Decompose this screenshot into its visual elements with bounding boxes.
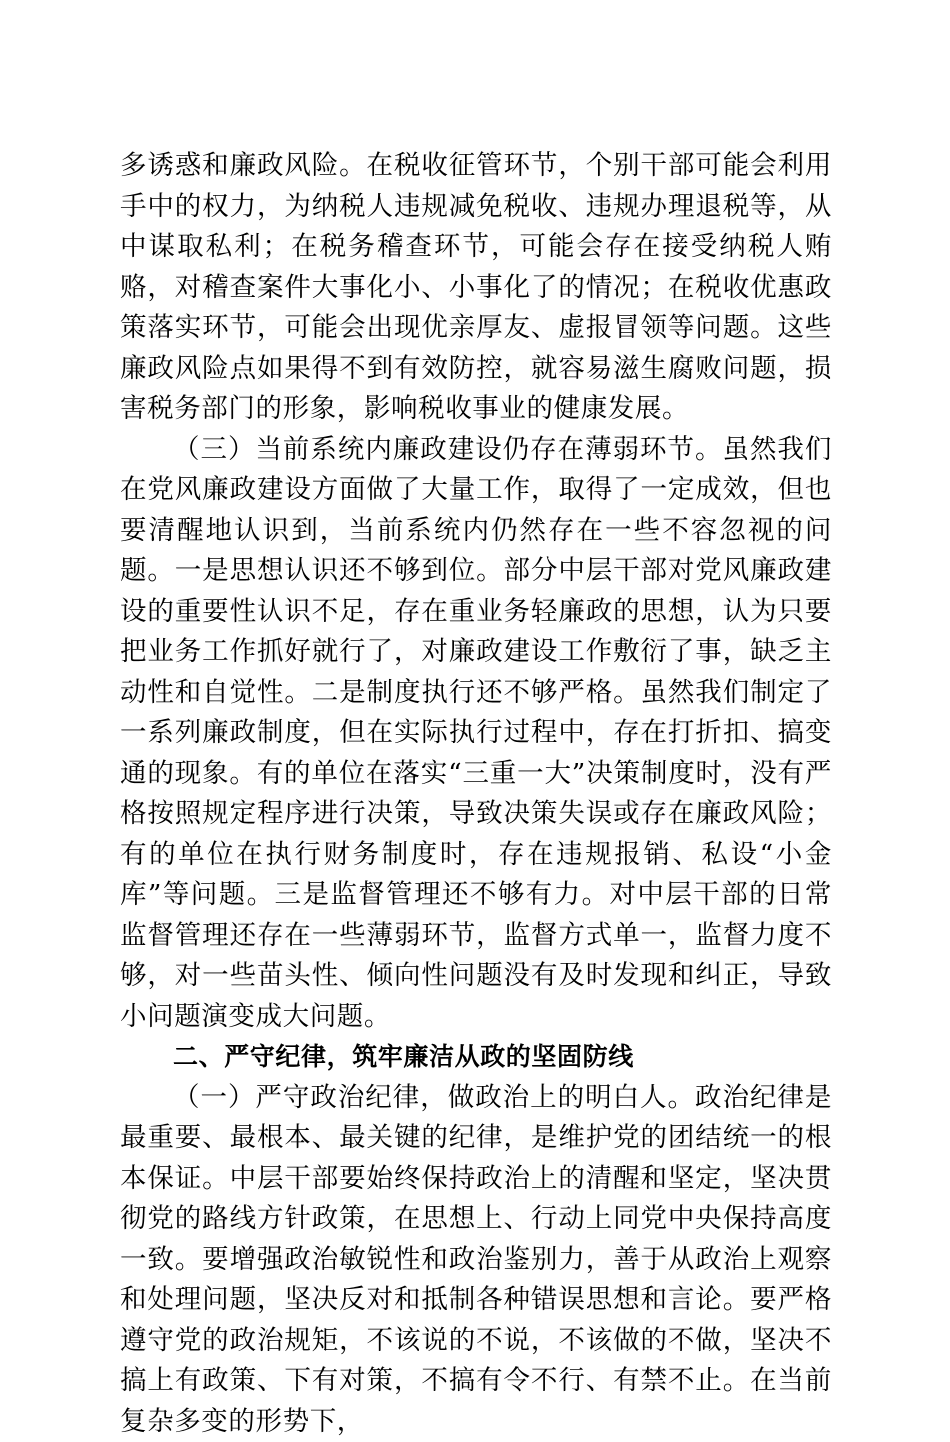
document-body	[120, 146, 832, 1442]
paragraph-continuation: 多诱惑和廉政风险。在税收征管环节，个别干部可能会利用手中的权力，为纳税人违规减免税收、违规办理退税等，从中谋取私利；在税务稽查环节，可能会存在接受纳税人贿赂，对稽查案件大事化小、小事化了的情况；在税收优惠政策落实环节，可能会出现优亲厚友、虚报冒领等问题。这些廉政风险点如果得不到有效防控，就容易滋生腐败问题，损害税务部门的形象，影响税收事业的健康发展。	[120, 146, 832, 430]
paragraph-political-discipline: （一）严守政治纪律，做政治上的明白人。政治纪律是最重要、最根本、最关键的纪律，是维护党的团结统一的根本保证。中层干部要始终保持政治上的清醒和坚定，坚决贯彻党的路线方针政策，在思想上、行动上同党中央保持高度一致。要增强政治敏锐性和政治鉴别力，善于从政治上观察和处理问题，坚决反对和抵制各种错误思想和言论。要严格遵守党的政治规矩，不该说的不说，不该做的不做，坚决不搞上有政策、下有对策，不搞有令不行、有禁不止。在当前复杂多变的形势下，	[120, 1078, 832, 1442]
section-heading-two: 二、严守纪律，筑牢廉洁从政的坚固防线	[120, 1037, 832, 1078]
paragraph-section-three: （三）当前系统内廉政建设仍存在薄弱环节。虽然我们在党风廉政建设方面做了大量工作，取得了一定成效，但也要清醒地认识到，当前系统内仍然存在一些不容忽视的问题。一是思想认识还不够到位。部分中层干部对党风廉政建设的重要性认识不足，存在重业务轻廉政的思想，认为只要把业务工作抓好就行了，对廉政建设工作敷衍了事，缺乏主动性和自觉性。二是制度执行还不够严格。虽然我们制定了一系列廉政制度，但在实际执行过程中，存在打折扣、搞变通的现象。有的单位在落实“三重一大”决策制度时，没有严格按照规定程序进行决策，导致决策失误或存在廉政风险；有的单位在执行财务制度时，存在违规报销、私设“小金库”等问题。三是监督管理还不够有力。对中层干部的日常监督管理还存在一些薄弱环节，监督方式单一，监督力度不够，对一些苗头性、倾向性问题没有及时发现和纠正，导致小问题演变成大问题。	[120, 430, 832, 1038]
